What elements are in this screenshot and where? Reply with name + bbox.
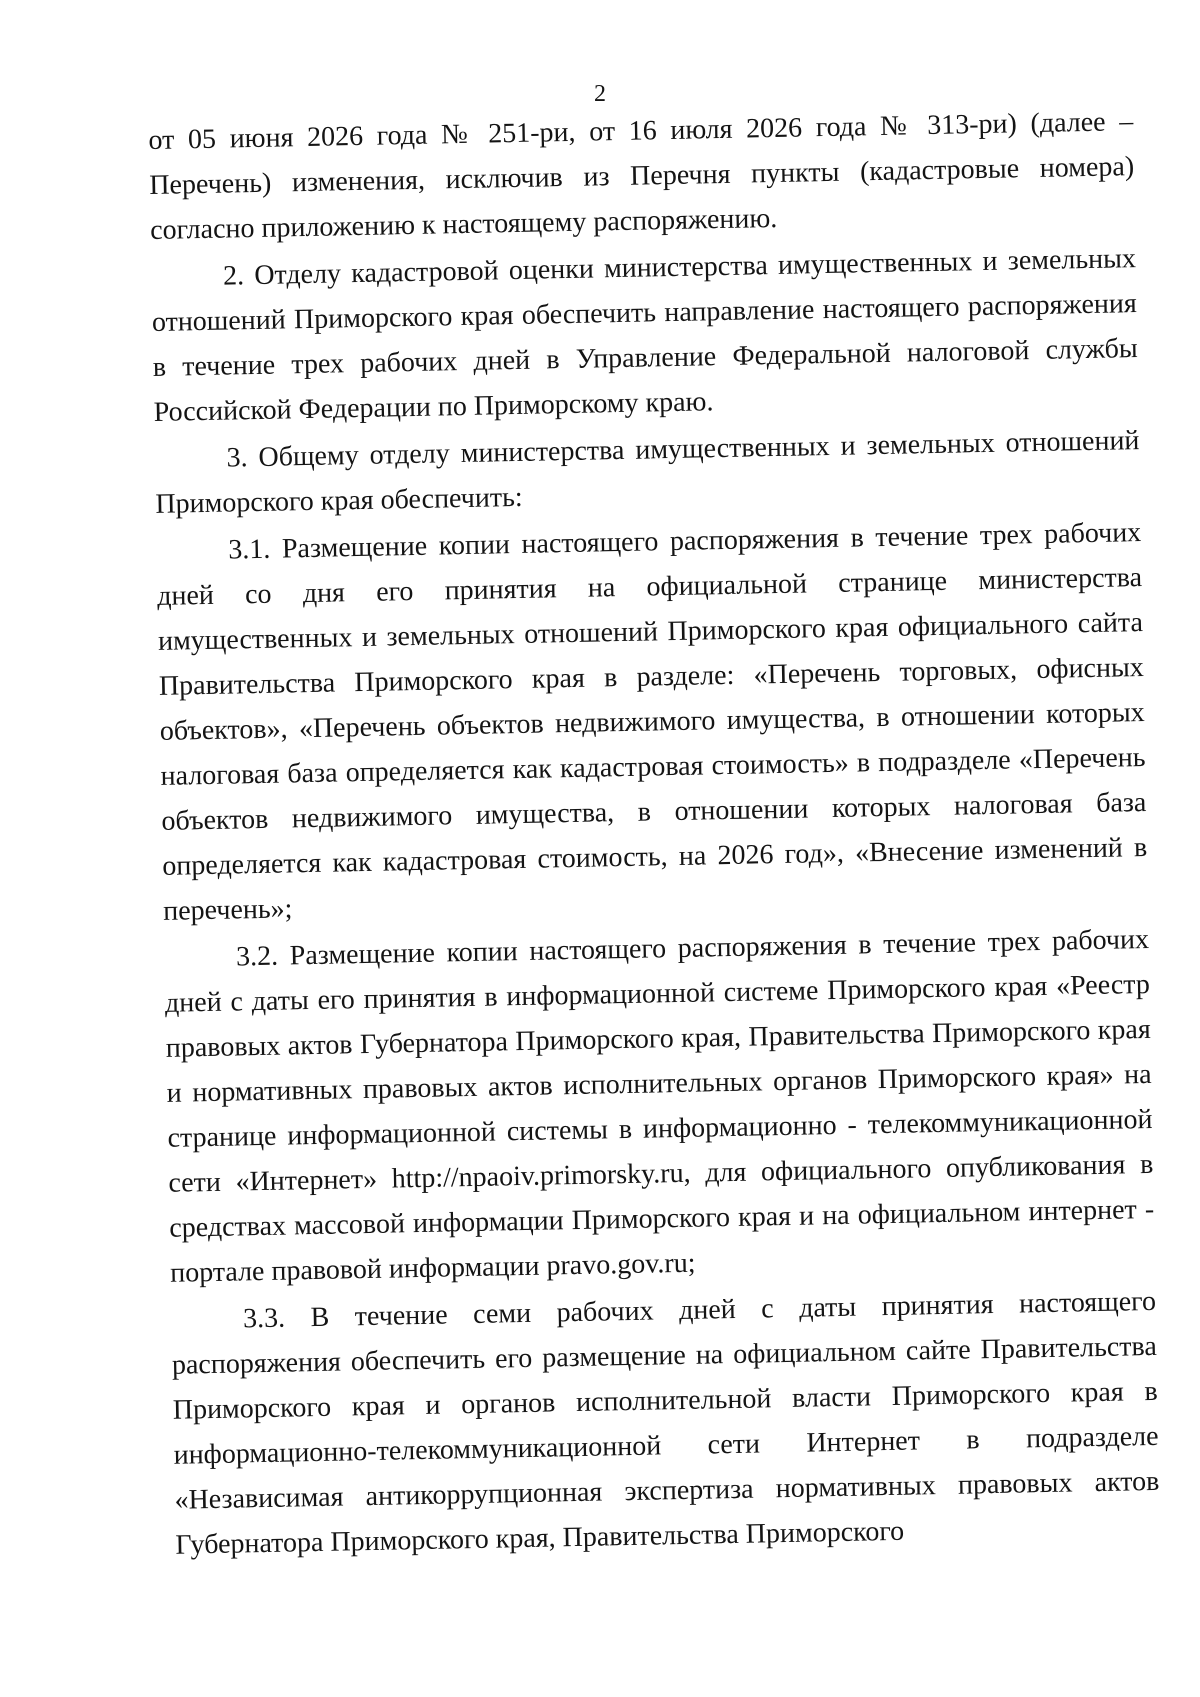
- paragraph-item-3: 3. Общему отделу министерства имущественных и земельных отношений Приморского края обеспечить:: [155, 425, 1140, 520]
- paragraph-continuation: от 05 июня 2026 года № 251-ри, от 16 июля 2026 года № 313-ри) (далее – Перечень) изменения, исключив из Перечня пункты (кадастровые номера) согласно приложению к настоящему распоряжению.: [148, 106, 1135, 246]
- paragraph-item-3-1: 3.1. Размещение копии настоящего распоряжения в течение трех рабочих дней со дня его принятия на официальной странице министерства имущественных и земельных отношений Приморского края официального сайта Правительства Приморского края в разделе: «Перечень торговых, офисных объектов», «Перечень объектов недвижимого имущества, в отношении которых налоговая база определяется как кадастровая стоимость» в подразделе «Перечень объектов недвижимого имущества, в отношении которых налоговая база определяется как кадастровая стоимость, на 2026 год», «Внесение изменений в перечень»;: [156, 517, 1148, 927]
- paragraph-item-3-3: 3.3. В течение семи рабочих дней с даты принятия настоящего распоряжения обеспечить его размещение на официальном сайте Правительства Приморского края и органов исполнительной власти Приморского края в информационно-телекоммуникационной сети Интернет в подразделе «Независимая антикоррупционная экспертиза нормативных правовых актов Губернатора Приморского края, Правительства Приморского: [171, 1285, 1160, 1561]
- paragraph-item-3-2: 3.2. Размещение копии настоящего распоряжения в течение трех рабочих дней с даты его принятия в информационной системе Приморского края «Реестр правовых актов Губернатора Приморского края, Правительства Приморского края и нормативных правовых актов исполнительных органов Приморского края» на странице информационной системы в информационно - телекоммуникационной сети «Интернет» http://npaoiv.primorsky.ru, для официального опубликования в средствах массовой информации Приморского края и на официальном интернет - портале правовой информации pravo.gov.ru;: [164, 923, 1155, 1289]
- paragraph-item-2: 2. Отделу кадастровой оценки министерства имущественных и земельных отношений Приморского края обеспечить направление настоящего распоряжения в течение трех рабочих дней в Управление Федеральной налоговой службы Российской Федерации по Приморскому краю.: [151, 243, 1138, 428]
- document-body: [148, 99, 1161, 1568]
- page-number: 2: [594, 81, 606, 107]
